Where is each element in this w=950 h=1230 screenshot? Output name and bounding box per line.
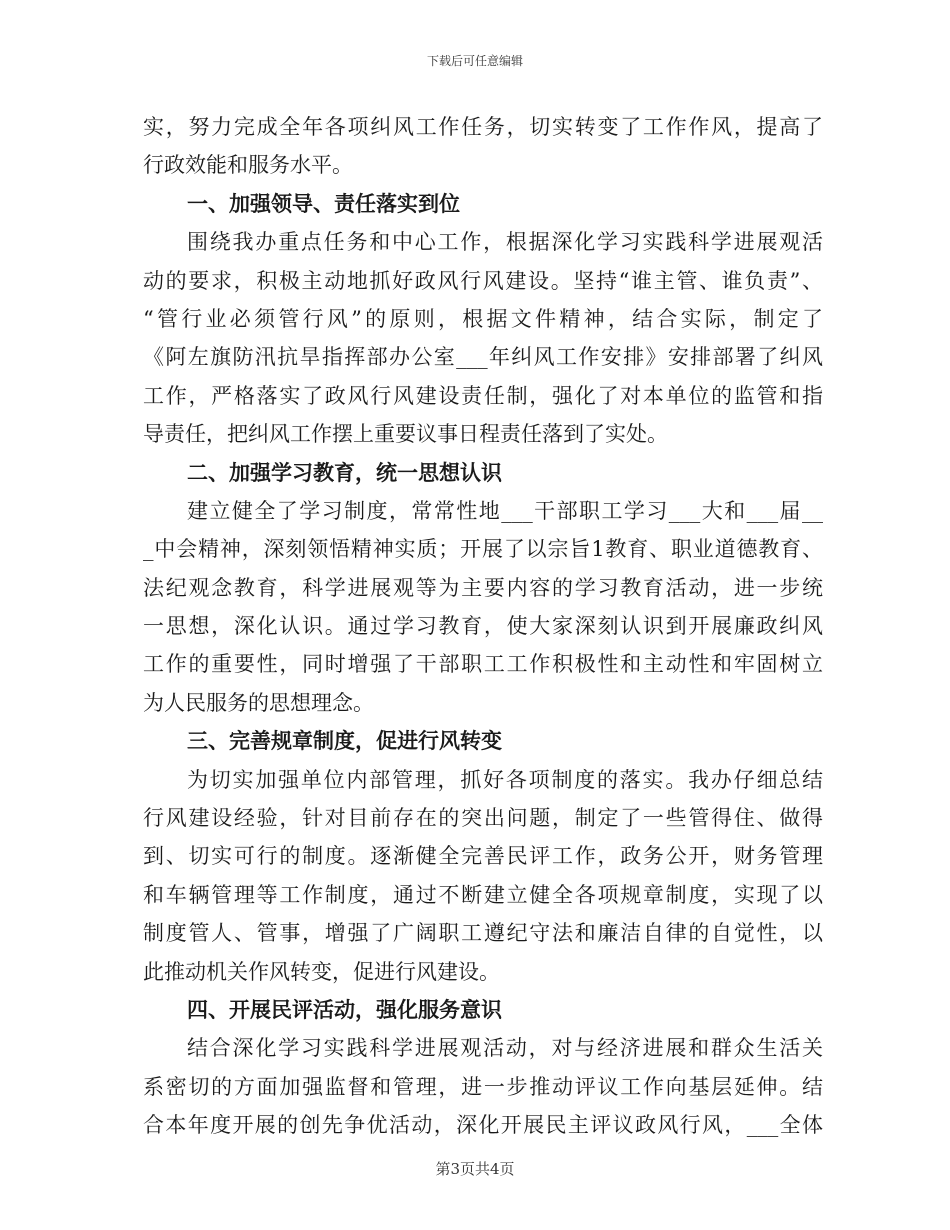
- section-heading: 三、完善规章制度，促进行风转变: [187, 728, 502, 754]
- body-line: 工作，严格落实了政风行风建设责任制，强化了对本单位的监管和指: [143, 383, 823, 408]
- page-header-note: 下载后可任意编辑: [426, 54, 523, 68]
- body-line: 制度管人、管事，增强了广阔职工遵纪守法和廉洁自律的自觉性，以: [143, 921, 823, 946]
- document-body: [143, 108, 823, 1145]
- body-line: 系密切的方面加强监督和管理，进一步推动评议工作向基层延伸。结: [143, 1074, 823, 1099]
- page-number-footer: 第3页共4页: [435, 1160, 515, 1178]
- body-line: _中会精神，深刻领悟精神实质；开展了以宗旨1教育、职业道德教育、: [143, 537, 823, 562]
- body-line: 动的要求，积极主动地抓好政风行风建设。坚持“谁主管、谁负责”、: [143, 268, 823, 293]
- paragraph-last-line: 此推动机关作风转变，促进行风建设。: [143, 959, 500, 984]
- body-line: “管行业必须管行风”的原则，根据文件精神，结合实际，制定了: [143, 306, 823, 331]
- paragraph-last-line: 为人民服务的思想理念。: [143, 690, 374, 715]
- paragraph-first-line: 建立健全了学习制度，常常性地___干部职工学习___大和___届__: [187, 498, 823, 523]
- section-heading: 一、加强领导、责任落实到位: [187, 190, 460, 216]
- paragraph-first-line: 为切实加强单位内部管理，抓好各项制度的落实。我办仔细总结: [187, 767, 823, 792]
- body-line: 法纪观念教育，科学进展观等为主要内容的学习教育活动，进一步统: [143, 575, 823, 600]
- body-line: 到、切实可行的制度。逐渐健全完善民评工作，政务公开，财务管理: [143, 844, 823, 869]
- body-line: 实，努力完成全年各项纠风工作任务，切实转变了工作作风，提高了: [143, 115, 823, 139]
- paragraph-first-line: 围绕我办重点任务和中心工作，根据深化学习实践科学进展观活: [187, 230, 823, 255]
- paragraph-last-line: 导责任，把纠风工作摆上重要议事日程责任落到了实处。: [143, 422, 668, 447]
- body-line: 《阿左旗防汛抗旱指挥部办公室___年纠风工作安排》安排部署了纠风: [143, 345, 823, 370]
- body-line: 合本年度开展的创先争优活动，深化开展民主评议政风行风，___全体: [143, 1113, 823, 1138]
- paragraph-first-line: 结合深化学习实践科学进展观活动，对与经济进展和群众生活关: [187, 1036, 823, 1061]
- body-line: 一思想，深化认识。通过学习教育，使大家深刻认识到开展廉政纠风: [143, 614, 823, 639]
- body-line: 行风建设经验，针对目前存在的突出问题，制定了一些管得住、做得: [143, 806, 823, 831]
- section-heading: 二、加强学习教育，统一思想认识: [187, 459, 502, 485]
- paragraph-last-line: 行政效能和服务水平。: [143, 153, 353, 178]
- body-line: 和车辆管理等工作制度，通过不断建立健全各项规章制度，实现了以: [143, 882, 823, 907]
- body-line: 工作的重要性，同时增强了干部职工工作积极性和主动性和牢固树立: [143, 652, 823, 677]
- section-heading: 四、开展民评活动，强化服务意识: [187, 996, 502, 1022]
